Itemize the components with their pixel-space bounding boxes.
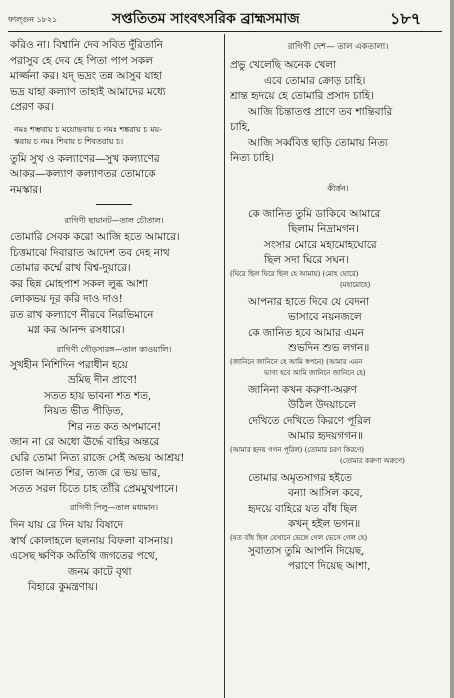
text-line: তুমি সুখ ও কল্যাণের—সুখ কল্যাণের — [10, 152, 160, 165]
kirtan-heading: কীর্ত্তন। — [327, 183, 349, 193]
header-rule — [8, 31, 442, 32]
text-line: স্করায় চ নমঃ শিবায় চ শিবতরায় চ। — [14, 136, 124, 146]
refrain-line: (জানিনে জানিনে হে আমি স্বপনে) (আমার এমন — [230, 357, 363, 366]
refrain-line: (যত বাঁধ ছিল যেখানে ভেঙ্গে গেল ভেসে গেল হে) — [230, 533, 368, 542]
verse-line: তোমার কর্ম্মে রাখ বিশ্ব-দুয়ারে। — [10, 262, 131, 274]
verse-line: রত রাখ কল্যাণে নীরবে নিরভিমানে — [10, 308, 154, 321]
verse-line: ভ্রমিছ দীন প্রাণে! — [68, 374, 138, 386]
refrain-line: (ঘিরে ছিল ঘিরে ছিল হে আমায়) (মোহ ঘোরে) — [230, 269, 359, 278]
text-line: ভদ্র যাহা কল্যাণ তাহাই আমাদের মধ্যে — [10, 85, 166, 98]
section-separator — [96, 204, 132, 205]
refrain-line: ভাগ্য হবে আমি জানিনে জানিনে হে) — [264, 368, 366, 377]
verse-line: আজি চিন্তাতপ্ত প্রাণে তব শান্তিবারি — [248, 105, 393, 118]
page-number: ১৮৭ — [390, 9, 422, 28]
song2-raga: রাগিণী গৌড়সারঙ্গ—তাল কাওয়ালি। — [56, 344, 172, 354]
verse-line: কে জানিত হবে আমার এমন — [248, 326, 364, 339]
column-divider — [224, 34, 225, 698]
verse-line: উঠিল উদয়াচলে — [288, 399, 356, 411]
verse-line: চাহি, — [230, 121, 251, 133]
song2-verses — [10, 358, 218, 498]
page-header — [0, 0, 454, 40]
verse-line: পরাণে দিয়েছ আশা, — [288, 560, 371, 572]
verse-line: কখন্ হইল ভগন॥ — [288, 518, 361, 530]
refrain-line: (তোমার করুণা অরুণে) — [340, 456, 405, 465]
verse-line: বন্যা আসিল কবে, — [288, 487, 363, 499]
verse-line: তোল আনত শির, ত্যজ রে ভয় ভার, — [10, 467, 161, 479]
verse-line: এবে তোমার ক্রোড় চাহি। — [264, 74, 366, 87]
song3-verses — [10, 518, 218, 596]
verse-line: সতত হায় ভাবনা শত শত, — [44, 389, 152, 402]
verse-line: লোকভয় দূর করি দাও দাও! — [10, 293, 123, 305]
song4-raga: রাগিণী দেশ— তাল একতালা। — [287, 42, 389, 52]
mantra-text — [14, 124, 218, 148]
text-line: মার্জ্জনা কর। যদ্ ভদ্রং তন্ন আসুব যাহা — [10, 70, 162, 82]
verse-line: আপনার হাতে দিবে যে বেদনা — [248, 295, 370, 308]
verse-line: তোমার অমৃতসাগর হইতে — [248, 471, 352, 484]
verse-line: ঘেরি তোমা নিত্য রাজে সেই অভয় আশ্রয়! — [10, 451, 185, 464]
verse-line: সংসার মোরে মহামোহঘোরে — [264, 238, 377, 251]
refrain-line: (মহামোহে) — [340, 280, 371, 289]
text-line: নমঃ শম্ভবায় চ ময়োভবায় চ নমঃ শঙ্করায় চ ময়- — [14, 124, 162, 134]
verse-line: তোমারি সেবক করো আজি হতে আমারে। — [10, 231, 180, 243]
text-line: প্রেরণ কর। — [10, 101, 54, 113]
verse-line: জানিনা কখন করুণা-অরুণ — [248, 383, 357, 396]
right-column — [230, 38, 446, 698]
verse-line: নিয়ত ভীত পীড়িত, — [44, 405, 124, 417]
page-edge-shadow — [450, 0, 454, 698]
verse-line: শির নত কত অপমানে! — [68, 420, 162, 433]
verse-line: কর ছিন্ন মোহপাশ সকল লুব্ধ আশা — [10, 277, 148, 290]
text-line: নমস্কার। — [10, 183, 42, 196]
prayer-text — [10, 38, 218, 116]
verse-line: নিত্য চাহি। — [230, 152, 275, 164]
verse-line: জান না রে অধো ঊর্দ্ধে বাহির অন্তরে — [10, 436, 160, 448]
verse-line: শুভদিন শুভ লগন॥ — [288, 342, 370, 354]
verse-line: শ্রান্ত হৃদয়ে হে তোমারি প্রসাদ চাহি। — [230, 90, 374, 102]
left-column — [10, 38, 218, 698]
verse-line: আমার হৃদয়গগন॥ — [288, 430, 363, 442]
verse-line: স্বার্থ কোলাহলে ছলনায় বিফলা বাসনায়। — [10, 534, 174, 547]
song3-raga: রাগিণী পিলু—তাল মধ্যমান। — [69, 503, 159, 512]
verse-line: কে জানিত তুমি ডাকিবে আমারে — [248, 207, 381, 220]
verse-line: বিহারে কুমন্ত্রণায়। — [28, 581, 98, 593]
text-line: করিও না। বিশ্বানি দেব সবিত দুঁরিতানি — [10, 39, 163, 51]
verse-line: আজি সর্ব্ববিত্ত ছাড়ি তোমায় নিত্য — [248, 136, 388, 149]
song1-raga: রাগিণী ছায়ানট—তাল চৌতাল। — [64, 216, 164, 225]
verse-line: দিন যায় রে দিন যায় বিষাদে — [10, 519, 124, 531]
text-line: আকর—কল্যাণ কল্যাণতর তোমাকে — [10, 168, 156, 180]
text-line: পরাসুব হে দেব হে পিতা পাপ সকল — [10, 54, 153, 67]
verse-line: এসেছ ক্ষণিক অতিথি জগতের পথে, — [10, 550, 158, 562]
blessing-text — [10, 152, 218, 199]
song1-verses — [10, 230, 218, 339]
verse-line: জনম কাটে বৃথা — [68, 565, 132, 578]
verse-line: দেখিতে দেখিতে কিরণে পূরিল — [248, 414, 371, 427]
header-title: সপ্ততিতম সাংবৎসরিক ব্রাহ্মসমাজ — [112, 11, 300, 27]
kirtan-verses — [230, 207, 446, 575]
verse-line: ছিল সদা ঘিরে সঘন। — [264, 254, 349, 266]
header-date: ফাল্গুন ১৮২১ — [8, 15, 58, 24]
verse-line: সতত সরল চিতে চাহ তাঁরি প্রেমমুখপানে। — [10, 482, 178, 495]
verse-line: সুবাতাস তুমি আপনি দিয়েছ, — [248, 544, 365, 557]
verse-line: মগ্ন কর আনন্দ রসধারে। — [28, 324, 125, 336]
verse-line: হৃদয়ে বাহিরে যত বাঁধ ছিল — [248, 502, 358, 515]
verse-line: সুখহীন নিশিদিন পরাধীন হয়ে — [10, 358, 128, 371]
verse-line: ভাসাবে নয়নজলে — [288, 311, 362, 323]
song4-verses — [230, 58, 446, 167]
verse-line: প্রভু খেলেছি অনেক খেলা — [230, 59, 337, 71]
verse-line: চিত্তমাঝে দিবারাত আদেশ তব দেহ নাথ — [10, 246, 170, 259]
verse-line: ছিলাম নিদ্রামগন। — [288, 223, 359, 235]
refrain-line: (আমার হৃদয় গগন পূরিল) (তোমার চরণ কিরণে) — [230, 445, 364, 454]
